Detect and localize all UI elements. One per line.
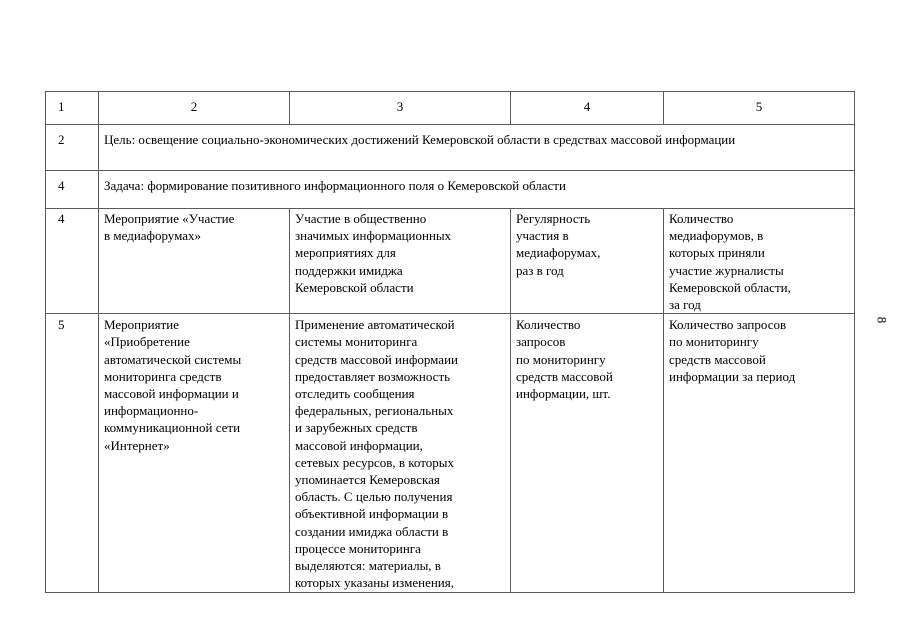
header-cell: 4 bbox=[511, 92, 664, 125]
header-cell: 2 bbox=[99, 92, 290, 125]
task-text: Задача: формирование позитивного информационного поля о Кемеровской области bbox=[99, 171, 855, 209]
page-number: 8 bbox=[874, 316, 890, 324]
row-number: 4 bbox=[46, 171, 99, 209]
header-cell: 5 bbox=[664, 92, 855, 125]
monitoring-indicator-cell: Количество запросов по мониторингу средств массовой информации, шт. bbox=[511, 314, 664, 593]
header-row bbox=[46, 92, 855, 125]
event-row bbox=[46, 209, 855, 314]
goal-row bbox=[46, 125, 855, 171]
event-indicator-cell: Регулярность участия в медиафорумах, раз в год bbox=[511, 209, 664, 314]
row-number: 2 bbox=[46, 125, 99, 171]
header-cell: 3 bbox=[290, 92, 511, 125]
event-name-cell: Мероприятие «Участие в медиафорумах» bbox=[99, 209, 290, 314]
row-number: 4 bbox=[46, 209, 99, 314]
monitoring-name-cell: Мероприятие «Приобретение автоматической системы мониторинга средств массовой информации и информационно- коммуникационной сети «Интернет» bbox=[99, 314, 290, 593]
row-number: 5 bbox=[46, 314, 99, 593]
monitoring-description-cell: Применение автоматической системы мониторинга средств массовой информаии предоставляет возможность отследить сообщения федеральных, региональных и зарубежных средств массовой информации, сетевых ресурсов, в которых упоминается Кемеровская область. С целью получения объективной информации в создании имиджа области в процессе мониторинга выделяются: материалы, в которых указаны изменения, bbox=[290, 314, 511, 593]
monitoring-row bbox=[46, 314, 855, 593]
task-row bbox=[46, 171, 855, 209]
event-description-cell: Участие в общественно значимых информационных мероприятиях для поддержки имиджа Кемеровской области bbox=[290, 209, 511, 314]
monitoring-result-cell: Количество запросов по мониторингу средств массовой информации за период bbox=[664, 314, 855, 593]
program-table bbox=[45, 91, 855, 593]
goal-text: Цель: освещение социально-экономических достижений Кемеровской области в средствах массовой информации bbox=[99, 125, 855, 171]
header-cell: 1 bbox=[46, 92, 99, 125]
event-result-cell: Количество медиафорумов, в которых приняли участие журналисты Кемеровской области, за год bbox=[664, 209, 855, 314]
